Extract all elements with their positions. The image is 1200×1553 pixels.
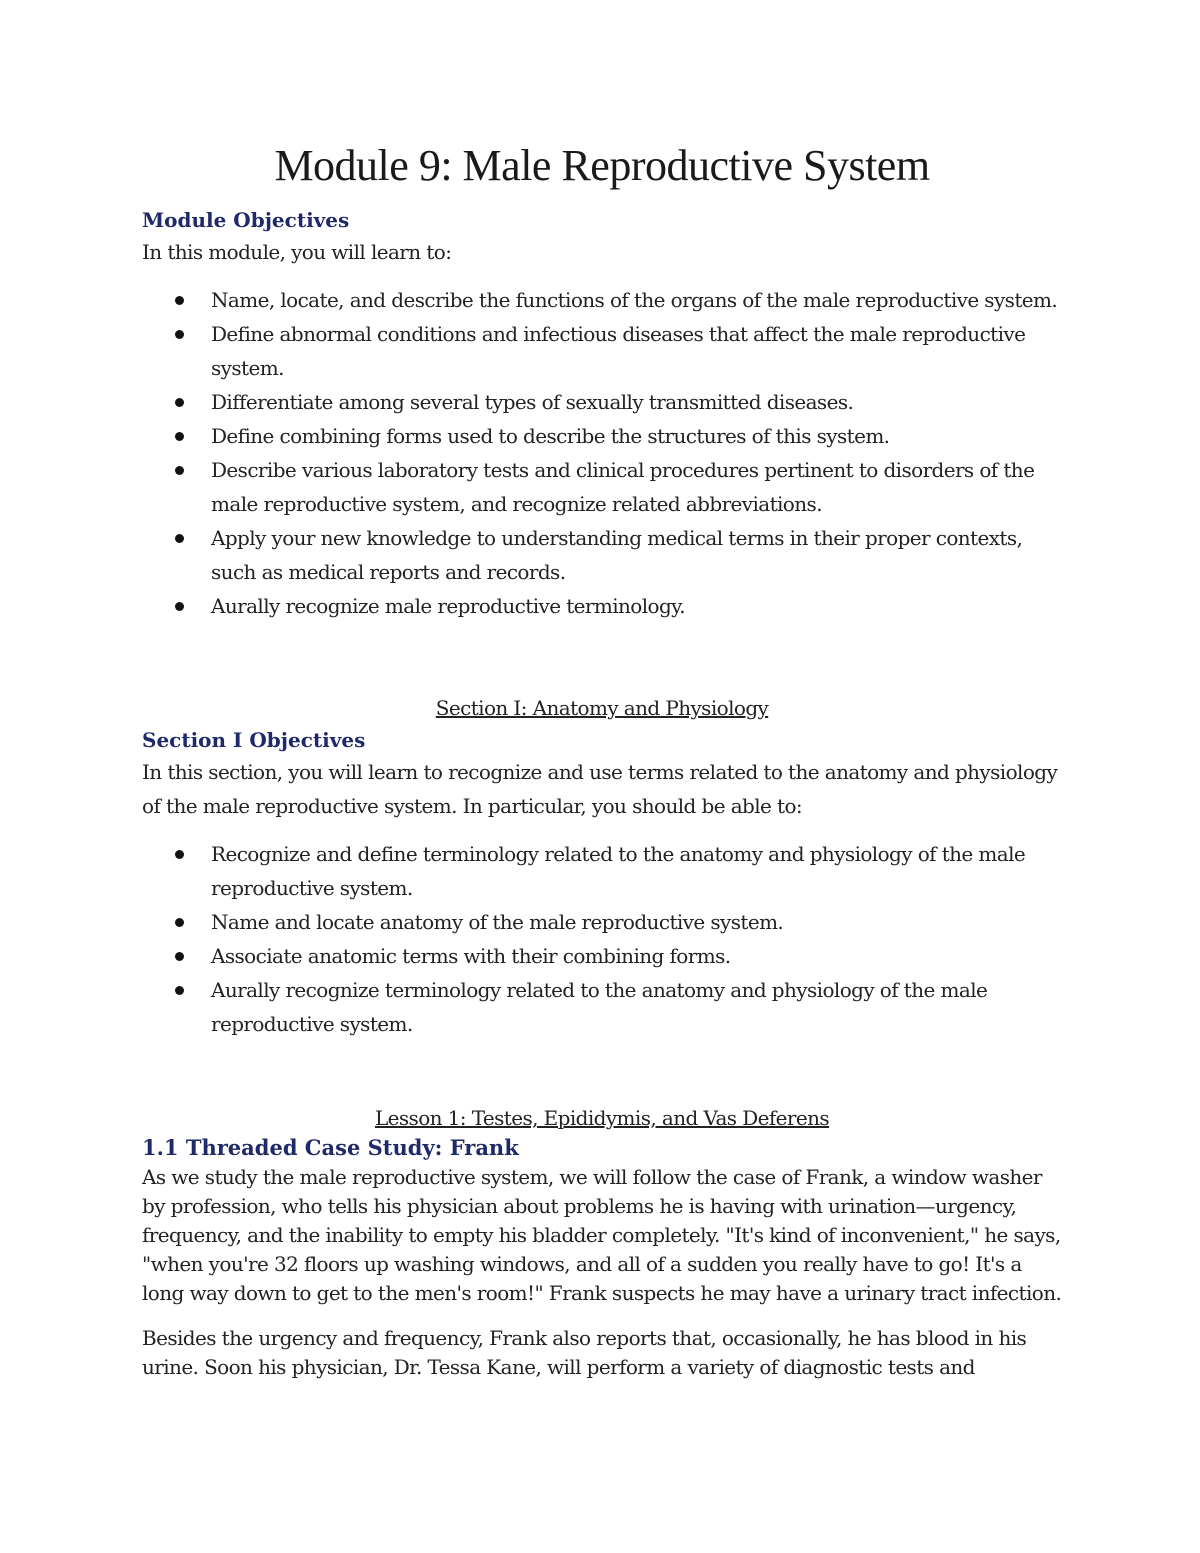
case-study-paragraph: As we study the male reproductive system, we will follow the case of Frank, a window washer by profession, who tells his physician about problems he is having with urination—urgency, frequency, and the inability to empty his bladder completely. "It's kind of inconvenient," he says, "when you're 32 floors up washing windows, and all of a sudden you really have to go! It's a long way down to get to the men's room!" Frank suspects he may have a urinary tract infection. <box>142 1165 1062 1305</box>
case-study-heading: 1.1 Threaded Case Study: Frank <box>142 1135 519 1160</box>
list-item: Apply your new knowledge to understanding medical terms in their proper contexts, such as medical reports and records. <box>142 521 1062 589</box>
section1-objectives-heading: Section I Objectives <box>142 728 366 752</box>
section1-title: Section I: Anatomy and Physiology <box>435 696 769 720</box>
list-item: Aurally recognize male reproductive terminology. <box>142 589 1062 623</box>
list-item: Recognize and define terminology related to the anatomy and physiology of the male reproductive system. <box>142 837 1062 905</box>
lesson1-title: Lesson 1: Testes, Epididymis, and Vas Deferens <box>374 1106 830 1130</box>
list-item: Name and locate anatomy of the male reproductive system. <box>142 905 1062 939</box>
document-page <box>142 140 1062 1382</box>
list-item: Define combining forms used to describe the structures of this system. <box>142 419 1062 453</box>
list-item: Aurally recognize terminology related to the anatomy and physiology of the male reproductive system. <box>142 973 1062 1041</box>
list-item: Associate anatomic terms with their combining forms. <box>142 939 1062 973</box>
case-study-paragraph: Besides the urgency and frequency, Frank also reports that, occasionally, he has blood in his urine. Soon his physician, Dr. Tessa Kane, will perform a variety of diagnostic tests and <box>142 1326 1027 1379</box>
page-title: Module 9: Male Reproductive System <box>274 141 930 190</box>
module-objectives-intro: In this module, you will learn to: <box>142 240 452 264</box>
section1-intro: In this section, you will learn to recognize and use terms related to the anatomy and physiology of the male reproductive system. In particular, you should be able to: <box>142 760 1058 818</box>
lesson1 <box>142 1103 1062 1382</box>
section1-objectives-list <box>142 837 1062 1041</box>
module-objectives-list <box>142 283 1062 623</box>
module-objectives-heading: Module Objectives <box>142 208 350 232</box>
list-item: Define abnormal conditions and infectious diseases that affect the male reproductive system. <box>142 317 1062 385</box>
list-item: Name, locate, and describe the functions of the organs of the male reproductive system. <box>142 283 1062 317</box>
module-objectives-section <box>142 205 1062 623</box>
list-item: Describe various laboratory tests and clinical procedures pertinent to disorders of the male reproductive system, and recognize related abbreviations. <box>142 453 1062 521</box>
list-item: Differentiate among several types of sexually transmitted diseases. <box>142 385 1062 419</box>
section1 <box>142 693 1062 1041</box>
